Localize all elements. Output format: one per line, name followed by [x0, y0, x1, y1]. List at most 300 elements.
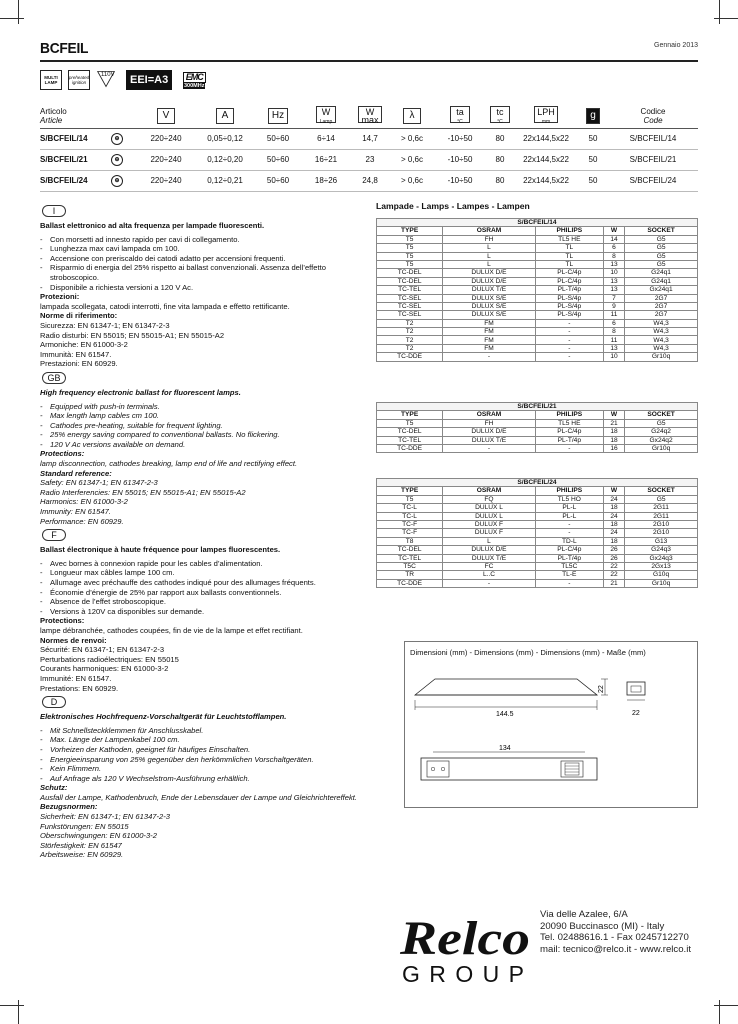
lamp-cell: 10 [603, 269, 624, 277]
lamp-cell: TD-L [535, 537, 603, 545]
protections-heading: Protections: [40, 616, 85, 626]
feature-item: - 25% energy saving compared to conventional ballasts. No flickering. [40, 430, 370, 440]
feature-list [40, 726, 370, 784]
tc-cell: 80 [486, 149, 514, 170]
lamp-cell: 2G7 [625, 302, 698, 310]
lamp-column-header: SOCKET [625, 411, 698, 419]
lamp-cell: 13 [603, 260, 624, 268]
lamp-cell: PL-C/4p [535, 269, 603, 277]
company-address [540, 909, 691, 955]
lamp-cell: DULUX S/E [443, 302, 535, 310]
lamp-table-row [377, 269, 698, 277]
code-header-en: Code [643, 115, 663, 125]
norm-item: Sicurezza: EN 61347-1; EN 61347-2-3 [40, 320, 170, 330]
feature-item: - Lunghezza max cavi lampada cm 100. [40, 244, 370, 254]
lamp-cell: 2G7 [625, 311, 698, 319]
lamp-column-header: W [603, 227, 624, 235]
lamp-table [376, 478, 698, 588]
feature-item: - Absence de l’effet stroboscopique. [40, 597, 370, 607]
lamp-cell: 13 [603, 277, 624, 285]
voltage-cell: 220÷240 [136, 170, 196, 191]
lamp-table-row [377, 260, 698, 268]
dimensions-title: Dimensioni (mm) - Dimensions (mm) - Dimensions (mm) - Maße (mm) [410, 648, 646, 657]
lamp-cell: L [443, 537, 535, 545]
lamp-cell: TC-DDE [377, 444, 443, 452]
ta-cell: -10÷50 [434, 149, 486, 170]
feature-item: - Equipped with push-in terminals. [40, 402, 370, 412]
feature-item: - Mit Schnellsteckklemmen für Anschlusskabel. [40, 726, 370, 736]
lamp-cell: TC-TEL [377, 286, 443, 294]
lamp-icon: ⊕ [111, 133, 123, 145]
lamp-cell: L [443, 252, 535, 260]
lamp-cell: TL5 HE [535, 419, 603, 427]
lamp-cell: FM [443, 336, 535, 344]
current-cell: 0,12÷0,21 [196, 170, 254, 191]
lamp-icon: ⊕ [111, 175, 123, 187]
lamp-cell: T5 [377, 419, 443, 427]
lamp-icon: ⊕ [111, 154, 123, 166]
lamp-table-row [377, 537, 698, 545]
lamp-table-caption: S/BCFEIL/24 [377, 479, 698, 487]
ta-cell: -10÷50 [434, 170, 486, 191]
lamp-cell: W4,3 [625, 328, 698, 336]
lamp-cell: - [535, 579, 603, 587]
lamp-cell: TC-F [377, 520, 443, 528]
lamp-cell: PL-S/4p [535, 311, 603, 319]
feature-item: - Allumage avec préchauffe des cathodes indiqué pour des allumages fréquents. [40, 578, 370, 588]
lamp-cell: FQ [443, 495, 535, 503]
max-watt-label: W [365, 107, 375, 118]
lamp-cell: T5 [377, 252, 443, 260]
lamp-cell: FC [443, 562, 535, 570]
lamp-cell: DULUX S/E [443, 311, 535, 319]
protections-heading: Protezioni: [40, 292, 80, 302]
lamp-cell: 2G10 [625, 520, 698, 528]
lamp-table-caption: S/BCFEIL/14 [377, 219, 698, 227]
dim-length: 144.5 [496, 711, 514, 718]
language-tag: F [42, 529, 66, 541]
norm-item: Störfestigkeit: EN 61547 [40, 840, 122, 850]
multi-lamp-icon: MULTI LAMP [40, 70, 62, 90]
ta-sub: °C [457, 119, 463, 126]
max-watt-cell: 23 [350, 149, 390, 170]
norm-item: Arbeitsweise: EN 60929. [40, 850, 124, 860]
norm-item: Radio disturbi: EN 55015; EN 55015-A1; EN 55015-A2 [40, 330, 225, 340]
voltage-symbol: V [157, 108, 175, 124]
lamp-table-row [377, 286, 698, 294]
lamp-cell: 11 [603, 336, 624, 344]
voltage-cell: 220÷240 [136, 149, 196, 170]
address-line: Via delle Azalee, 6/A [540, 909, 628, 920]
crop-mark [18, 0, 19, 24]
lamp-table-row [377, 571, 698, 579]
max-watt-cell: 24,8 [350, 170, 390, 191]
lamp-watt-symbol [316, 106, 336, 126]
lamp-cell: PL-S/4p [535, 294, 603, 302]
lamp-cell: T8 [377, 537, 443, 545]
lamp-cell: TC-DEL [377, 269, 443, 277]
language-section [40, 370, 370, 526]
lamp-cell: L [443, 244, 535, 252]
lamp-cell: T2 [377, 336, 443, 344]
lamp-cell: G5 [625, 252, 698, 260]
lamp-cell: - [443, 579, 535, 587]
power-factor-cell: > 0,6c [390, 170, 434, 191]
lamp-column-header: OSRAM [443, 227, 535, 235]
lamp-table-row [377, 344, 698, 352]
lamp-cell: 2G11 [625, 512, 698, 520]
lph-label: LPH [537, 107, 555, 118]
lamp-column-header: W [603, 411, 624, 419]
article-cell: S/BCFEIL/21 [40, 149, 98, 170]
article-header: Articolo [40, 106, 67, 116]
lamp-cell: Gx24q2 [625, 436, 698, 444]
lamp-cell: 26 [603, 546, 624, 554]
lamp-cell: G5 [625, 419, 698, 427]
language-tag: GB [42, 372, 66, 384]
lamp-cell: - [443, 444, 535, 452]
lamp-cell: 24 [603, 529, 624, 537]
feature-item: - 120 V Ac versions available on demand. [40, 440, 370, 450]
weight-cell: 50 [578, 128, 608, 149]
crop-mark [18, 1000, 19, 1024]
weight-cell: 50 [578, 170, 608, 191]
section-title: High frequency electronic ballast for fluorescent lamps. [40, 387, 241, 397]
norm-item: Performance: EN 60929. [40, 516, 124, 526]
feature-item: - Vorheizen der Kathoden, geeignet für häufiges Einschalten. [40, 745, 370, 755]
lamp-table-row [377, 336, 698, 344]
lamp-cell: PL-S/4p [535, 302, 603, 310]
lamp-cell: TC-DEL [377, 428, 443, 436]
lamp-table-row [377, 504, 698, 512]
lamp-column-header: TYPE [377, 411, 443, 419]
lamp-cell: 22 [603, 562, 624, 570]
lamp-cell: 11 [603, 311, 624, 319]
description-column [40, 203, 370, 861]
lamp-cell: TC-DDE [377, 353, 443, 361]
lamp-cell: T5 [377, 235, 443, 243]
lamp-cell: 6 [603, 244, 624, 252]
page-title: BCFEIL [40, 40, 89, 57]
lamp-cell: L [443, 260, 535, 268]
lamp-table-caption: S/BCFEIL/21 [377, 403, 698, 411]
norm-item: Immunité: EN 61547. [40, 673, 112, 683]
frequency-cell: 50÷60 [254, 149, 302, 170]
lamp-watt-cell: 16÷21 [302, 149, 350, 170]
norm-item: Sicherheit: EN 61347-1; EN 61347-2-3 [40, 812, 171, 822]
ta-label: ta [456, 107, 464, 118]
lamp-cell: DULUX D/E [443, 546, 535, 554]
protections-text: lampada scollegata, catodi interrotti, fine vita lampada e effetto rettificante. [40, 301, 290, 311]
lamp-table-row [377, 319, 698, 327]
lamp-column-header: SOCKET [625, 227, 698, 235]
lamp-watt-sub: Lamp [319, 119, 333, 126]
lamp-table [376, 218, 698, 362]
lamp-cell: DULUX S/E [443, 294, 535, 302]
lamp-cell: DULUX L [443, 504, 535, 512]
power-factor-symbol: λ [403, 108, 421, 124]
lamp-cell: TC-DEL [377, 546, 443, 554]
spec-row [40, 149, 698, 170]
lamp-column-header: PHILIPS [535, 411, 603, 419]
lamp-column-header: PHILIPS [535, 487, 603, 495]
feature-item: - Risparmio di energia del 25% rispetto ai ballast convenzionali. Assenza dell’effetto stroboscopico. [40, 263, 370, 282]
weight-cell: 50 [578, 149, 608, 170]
lamp-cell: PL-C/4p [535, 277, 603, 285]
lamp-table [376, 402, 698, 453]
lamp-cell: PL-L [535, 504, 603, 512]
language-section [40, 527, 370, 693]
norm-item: Immunità: EN 61547. [40, 349, 112, 359]
lamp-cell: 9 [603, 302, 624, 310]
lamp-table-header [377, 487, 698, 495]
lamp-cell: Gx24q3 [625, 554, 698, 562]
article-cell: S/BCFEIL/24 [40, 170, 98, 191]
protections-text: lamp disconnection, cathodes breaking, lamp end of life and rectifying effect. [40, 459, 298, 469]
lamp-cell: 8 [603, 328, 624, 336]
crop-mark [714, 18, 738, 19]
lamp-cell: W4,3 [625, 319, 698, 327]
lamp-cell: T5 [377, 495, 443, 503]
norm-item: Armoniche: EN 61000-3-2 [40, 340, 128, 350]
lamp-table-row [377, 244, 698, 252]
lamp-column-header: W [603, 487, 624, 495]
section-title: Elektronisches Hochfrequenz-Vorschaltgerät für Leuchtstofflampen. [40, 712, 287, 722]
lamp-cell: 21 [603, 579, 624, 587]
lamp-table-row [377, 277, 698, 285]
lamp-cell: G5 [625, 235, 698, 243]
lamp-cell: DULUX F [443, 520, 535, 528]
protections-heading: Protections: [40, 449, 85, 459]
emc-icon [178, 70, 210, 90]
lamp-cell: - [443, 353, 535, 361]
lamp-cell: TL5 HO [535, 495, 603, 503]
lamp-cell: - [535, 336, 603, 344]
norm-item: Radio Interferencies: EN 55015; EN 55015-A1; EN 55015-A2 [40, 487, 246, 497]
spec-row [40, 128, 698, 149]
lamp-cell: - [535, 520, 603, 528]
code-cell: S/BCFEIL/21 [608, 149, 698, 170]
eei-badge: EEI=A3 [126, 70, 172, 90]
lamp-cell: DULUX D/E [443, 428, 535, 436]
lamp-table-row [377, 294, 698, 302]
lamp-watt-cell: 6÷14 [302, 128, 350, 149]
power-factor-cell: > 0,6c [390, 149, 434, 170]
lamp-column-header: PHILIPS [535, 227, 603, 235]
crop-mark [0, 1005, 24, 1006]
lamp-cell: DULUX D/E [443, 277, 535, 285]
spec-row [40, 170, 698, 191]
lamp-cell: TL-E [535, 571, 603, 579]
lamp-cell: TC-TEL [377, 436, 443, 444]
dim-height: 22 [598, 685, 605, 693]
lamp-cell: Gr10q [625, 353, 698, 361]
lamp-table-row [377, 554, 698, 562]
crop-mark [714, 1005, 738, 1006]
voltage-label: 110V [101, 72, 115, 78]
lamp-column-header: OSRAM [443, 487, 535, 495]
lamp-cell: 2G7 [625, 294, 698, 302]
lamp-cell: 18 [603, 520, 624, 528]
spec-table [40, 104, 698, 192]
lamp-table-row [377, 436, 698, 444]
lamp-cell: TC-L [377, 504, 443, 512]
norms-heading: Normes de renvoi: [40, 635, 107, 645]
language-section [40, 694, 370, 860]
lamp-cell: T2 [377, 328, 443, 336]
lamp-cell: FM [443, 328, 535, 336]
lamp-cell: W4,3 [625, 344, 698, 352]
lamp-cell: L..C [443, 571, 535, 579]
lamp-cell: G13 [625, 537, 698, 545]
feature-list [40, 402, 370, 450]
lamp-table-row [377, 328, 698, 336]
lamp-cell: 14 [603, 235, 624, 243]
lamp-cell: FH [443, 235, 535, 243]
lamp-table-row [377, 311, 698, 319]
voltage-triangle-icon [96, 69, 120, 91]
lamp-cell: Gx24q1 [625, 286, 698, 294]
dimensions-box [404, 641, 698, 808]
lamp-table-row [377, 252, 698, 260]
logo-text: Relco [398, 912, 530, 965]
lamp-cell: TC-SEL [377, 311, 443, 319]
phone-line: Tel. 02488616.1 - Fax 0245712270 [540, 932, 689, 943]
lamp-cell: G5 [625, 260, 698, 268]
lamp-cell: - [535, 328, 603, 336]
lamp-cell: 18 [603, 504, 624, 512]
lamp-cell: FM [443, 344, 535, 352]
protections-text: lampe débranchée, cathodes coupées, fin de vie de la lampe et effet rectifiant. [40, 625, 303, 635]
feature-item: - Con morsetti ad innesto rapido per cavi di collegamento. [40, 235, 370, 245]
feature-item: - Accensione con preriscaldo dei catodi adatto per accensioni frequenti. [40, 254, 370, 264]
protections-text: Ausfall der Lampe, Kathodenbruch, Ende der Lebensdauer der Lampe und Gleichrichtereffekt. [40, 792, 358, 802]
tc-label: tc [496, 107, 504, 118]
lamp-cell: G24q2 [625, 428, 698, 436]
feature-list [40, 559, 370, 617]
norms-heading: Bezugsnormen: [40, 802, 98, 812]
dim-width: 22 [632, 710, 640, 717]
feature-item: - Max. Länge der Lampenkabel 100 cm. [40, 735, 370, 745]
lamp-cell: PL-C/4p [535, 428, 603, 436]
lamp-cell: G24q3 [625, 546, 698, 554]
lamp-cell: TL5 HE [535, 235, 603, 243]
lamp-column-header: TYPE [377, 487, 443, 495]
lamp-column-header: OSRAM [443, 411, 535, 419]
feature-item: - Auf Anfrage als 120 V Wechselstrom-Ausführung erhältlich. [40, 774, 370, 784]
lamp-cell: 26 [603, 554, 624, 562]
code-cell: S/BCFEIL/14 [608, 128, 698, 149]
lamp-cell: G5 [625, 244, 698, 252]
language-tag: I [42, 205, 66, 217]
lamp-cell: 21 [603, 419, 624, 427]
lamp-cell: 2Gx13 [625, 562, 698, 570]
lamp-cell: 2G10 [625, 529, 698, 537]
lamp-cell: 18 [603, 436, 624, 444]
lamp-cell: TC-SEL [377, 302, 443, 310]
frequency-cell: 50÷60 [254, 128, 302, 149]
frequency-cell: 50÷60 [254, 170, 302, 191]
lamp-cell: G24q1 [625, 277, 698, 285]
tc-sub: °C [497, 119, 503, 126]
lamp-table-row [377, 520, 698, 528]
norm-item: Funkstörungen: EN 55015 [40, 821, 129, 831]
feature-item: - Économie d’énergie de 25% par rapport aux ballasts conventionnels. [40, 588, 370, 598]
lamp-cell: TC-TEL [377, 554, 443, 562]
emc-bottom-label: 300MHz [183, 82, 205, 89]
section-title: Ballast électronique à haute fréquence pour lampes fluorescentes. [40, 545, 281, 555]
voltage-cell: 220÷240 [136, 128, 196, 149]
lamp-table-row [377, 529, 698, 537]
max-watt-cell: 14,7 [350, 128, 390, 149]
lamp-cell: Gr10q [625, 579, 698, 587]
ta-symbol [450, 106, 470, 126]
feature-item: - Disponibile a richiesta versioni a 120 V Ac. [40, 283, 370, 293]
article-header-en: Article [40, 115, 63, 125]
language-tag: D [42, 696, 66, 708]
norm-item: Immunity: EN 61547. [40, 507, 111, 517]
lamp-column-header: SOCKET [625, 487, 698, 495]
lamp-cell: DULUX T/E [443, 436, 535, 444]
current-cell: 0,05÷0,12 [196, 128, 254, 149]
lamp-cell: Gr10q [625, 444, 698, 452]
mail-line: mail: tecnico@relco.it - www.relco.it [540, 943, 692, 955]
dimensions-cell: 22x144,5x22 [514, 170, 578, 191]
feature-item: - Energieeinsparung von 25% gegenüber den herkömmlichen Vorschaltgeräten. [40, 755, 370, 765]
lamp-cell: TR [377, 571, 443, 579]
lamp-cell: TL [535, 252, 603, 260]
lamp-cell: DULUX F [443, 529, 535, 537]
dimensions-symbol [534, 106, 558, 126]
lamp-cell: PL-T/4p [535, 436, 603, 444]
max-watt-symbol [358, 106, 381, 126]
tc-cell: 80 [486, 128, 514, 149]
lamp-cell: 7 [603, 294, 624, 302]
lamp-cell: TC-DDE [377, 579, 443, 587]
feature-list [40, 235, 370, 293]
ta-cell: -10÷50 [434, 128, 486, 149]
lamp-cell: TL [535, 244, 603, 252]
lamp-cell: - [535, 444, 603, 452]
lamp-cell: - [535, 353, 603, 361]
norm-item: Courants harmoniques: EN 61000-3-2 [40, 664, 169, 674]
code-header: Codice [640, 106, 666, 116]
dim-pitch: 134 [499, 745, 511, 752]
norm-item: Perturbations radioélectriques: EN 55015 [40, 654, 179, 664]
current-cell: 0,12÷0,20 [196, 149, 254, 170]
lamp-cell: TL5C [535, 562, 603, 570]
tc-cell: 80 [486, 170, 514, 191]
dimensions-cell: 22x144,5x22 [514, 128, 578, 149]
lamp-cell: DULUX T/E [443, 554, 535, 562]
lamp-cell: TL [535, 260, 603, 268]
lamp-cell: 22 [603, 571, 624, 579]
logo-group-text: GROUP [402, 961, 524, 987]
emc-top-label: EMC [183, 72, 206, 83]
lamp-column-header: TYPE [377, 227, 443, 235]
frequency-symbol: Hz [268, 108, 288, 124]
lamp-cell: - [535, 344, 603, 352]
lamp-cell: - [535, 319, 603, 327]
relco-logo [398, 902, 534, 988]
article-cell: S/BCFEIL/14 [40, 128, 98, 149]
date-label: Gennaio 2013 [654, 42, 698, 49]
lamp-table-row [377, 353, 698, 361]
lamp-cell: TC-L [377, 512, 443, 520]
lamp-cell: T2 [377, 319, 443, 327]
preheat-icon: preheated ignition [68, 70, 90, 90]
lamp-cell: 18 [603, 428, 624, 436]
